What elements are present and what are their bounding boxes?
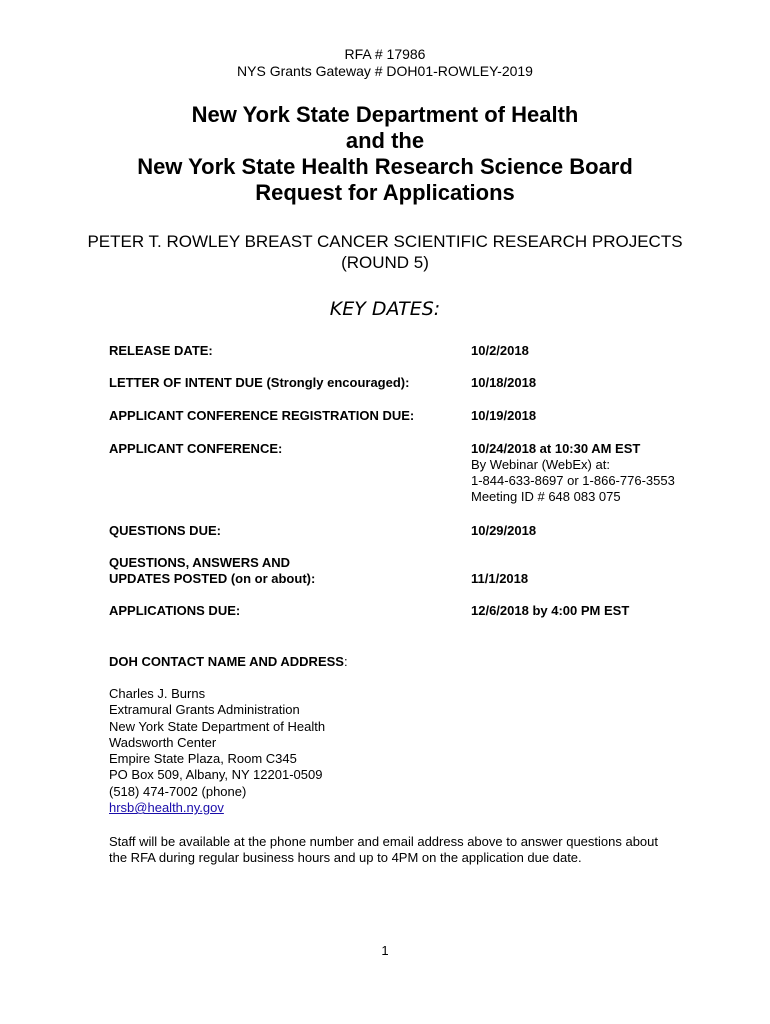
conference-webinar: By Webinar (WebEx) at: bbox=[471, 457, 610, 472]
conference-phone-numbers: 1-844-633-8697 or 1-866-776-3553 bbox=[471, 473, 675, 488]
rfa-number: RFA # 17986 bbox=[344, 46, 426, 62]
conference-meeting-id: Meeting ID # 648 083 075 bbox=[471, 489, 621, 504]
contact-line-2: New York State Department of Health bbox=[109, 718, 326, 734]
applications-due-value: 12/6/2018 by 4:00 PM EST bbox=[471, 603, 630, 618]
contact-line-3: Wadsworth Center bbox=[109, 734, 217, 750]
questions-due-label: QUESTIONS DUE: bbox=[109, 523, 221, 538]
answers-posted-value: 11/1/2018 bbox=[471, 571, 529, 586]
release-date-label: RELEASE DATE: bbox=[109, 343, 213, 358]
contact-address-block bbox=[109, 686, 709, 816]
contact-phone: (518) 474-7002 (phone) bbox=[109, 783, 247, 799]
staff-note bbox=[109, 834, 719, 867]
contact-name: Charles J. Burns bbox=[109, 686, 206, 701]
key-dates-heading: KEY DATES: bbox=[329, 298, 441, 320]
answers-posted-label-line-1: QUESTIONS, ANSWERS AND bbox=[109, 555, 291, 570]
contact-heading bbox=[109, 654, 709, 670]
staff-note-line-1: Staff will be available at the phone number and email address above to answer questions about bbox=[109, 834, 659, 849]
questions-due-value: 10/29/2018 bbox=[471, 523, 537, 538]
title-line-4: Request for Applications bbox=[255, 180, 515, 205]
page-number: 1 bbox=[381, 943, 389, 958]
staff-note-line-2: the RFA during regular business hours and up to 4PM on the application due date. bbox=[109, 850, 582, 866]
conference-registration-value: 10/19/2018 bbox=[471, 408, 537, 423]
title-line-3: New York State Health Research Science Board bbox=[137, 154, 633, 179]
letter-of-intent-label: LETTER OF INTENT DUE (Strongly encouraged): bbox=[109, 375, 410, 390]
key-date-row-answers-posted bbox=[109, 555, 729, 589]
contact-heading-text: DOH CONTACT NAME AND ADDRESS bbox=[109, 654, 344, 669]
title-line-1: New York State Department of Health bbox=[191, 102, 579, 127]
conference-value: 10/24/2018 at 10:30 AM EST bbox=[471, 441, 641, 456]
subtitle-line-2: (ROUND 5) bbox=[341, 253, 429, 272]
contact-line-5: PO Box 509, Albany, NY 12201-0509 bbox=[109, 767, 323, 783]
title-line-2: and the bbox=[345, 128, 425, 153]
answers-posted-label-line-2: UPDATES POSTED (on or about): bbox=[109, 571, 316, 586]
release-date-value: 10/2/2018 bbox=[471, 343, 529, 358]
gateway-number: NYS Grants Gateway # DOH01-ROWLEY-2019 bbox=[237, 63, 533, 79]
contact-heading-colon: : bbox=[343, 654, 348, 669]
contact-email-link[interactable]: hrsb@health.ny.gov bbox=[109, 800, 224, 816]
conference-registration-label: APPLICANT CONFERENCE REGISTRATION DUE: bbox=[109, 408, 415, 423]
subtitle-line-1: PETER T. ROWLEY BREAST CANCER SCIENTIFIC RESEARCH PROJECTS bbox=[87, 232, 683, 251]
contact-line-1: Extramural Grants Administration bbox=[109, 702, 300, 718]
answers-posted-label bbox=[109, 555, 459, 587]
conference-label: APPLICANT CONFERENCE: bbox=[109, 441, 283, 456]
applications-due-label: APPLICATIONS DUE: bbox=[109, 603, 241, 618]
letter-of-intent-value: 10/18/2018 bbox=[471, 375, 537, 390]
key-date-row-conference bbox=[109, 441, 729, 507]
contact-line-4: Empire State Plaza, Room C345 bbox=[109, 751, 297, 767]
conference-value-block bbox=[471, 441, 731, 505]
